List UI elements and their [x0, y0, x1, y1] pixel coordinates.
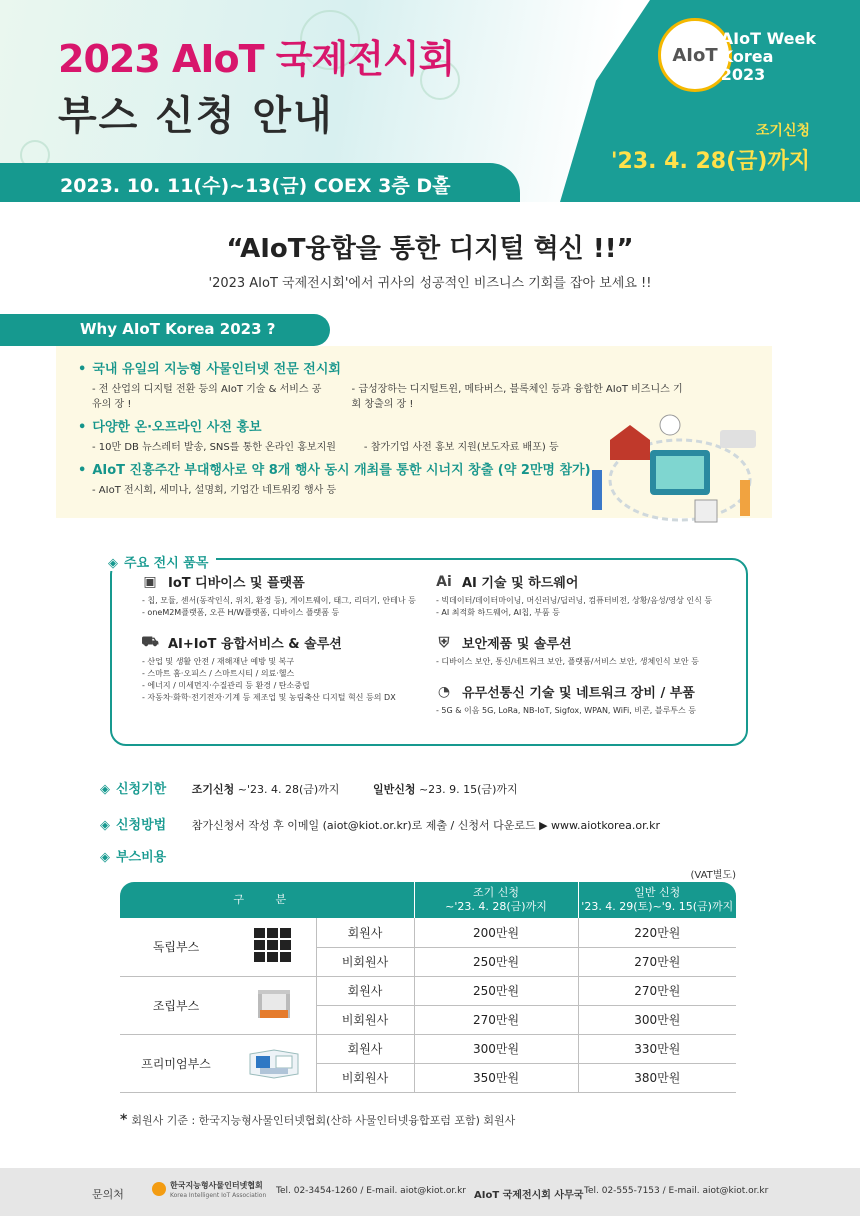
headline: “AIoT융합을 통한 디지털 혁신 !!” [226, 234, 634, 264]
header-normal-date: '23. 4. 29(토)~'9. 15(금)까지 [581, 900, 734, 913]
logo-text-line: Korea [720, 47, 774, 66]
logo-text [721, 30, 816, 84]
why-item-sub: - 참가기업 사전 홍보 지원(보도자료 배포) 등 [363, 442, 559, 453]
price-early: 200만원 [414, 918, 578, 947]
exhibits-label: ◈ 주요 전시 품목 [100, 552, 216, 571]
price-normal: 220만원 [578, 918, 736, 947]
logo-mark: AIoT [672, 44, 718, 66]
exhibit-category-name: AI 기술 및 하드웨어 [462, 576, 579, 591]
deadline-row: ◈ 신청기한 조기신청 ~'23. 4. 28(금)까지 일반신청 ~23. 9. 15(금)까지 [100, 782, 518, 797]
title-line-2: 부스 신청 안내 [58, 93, 334, 139]
ai-icon: Ai [436, 573, 452, 590]
booth-kind: 조립부스 [120, 976, 232, 1034]
car-icon: ⛟ [141, 633, 159, 650]
why-item-head: • AIoT 진흥주간 부대행사로 약 8개 행사 동시 개최를 통한 시너지 창출 (약 2만명 참가) [78, 459, 718, 478]
why-item-sub: - 급성장하는 디지털트윈, 메타버스, 블록체인 등과 융합한 AIoT 비즈니스 기회 창출의 장 ! [351, 384, 683, 410]
exhibit-desc-line: - 5G & 이음 5G, LoRa, NB-IoT, Sigfox, WPAN, WiFi, 비콘, 블루투스 등 [436, 706, 697, 715]
price-early: 350만원 [414, 1063, 578, 1092]
price-early: 250만원 [414, 947, 578, 976]
method-text[interactable]: 참가신청서 작성 후 이메일 (aiot@kiot.or.kr)로 제출 / 신청서 다운로드 ▶ www.aiotkorea.or.kr [191, 819, 660, 832]
member-note-text: 회원사 기준 : 한국지능형사물인터넷협회(산하 사물인터넷융합포럼 포함) 회원사 [131, 1114, 516, 1127]
member-type: 회원사 [316, 918, 414, 947]
deadline-normal-label: 일반신청 [372, 783, 416, 796]
exhibit-desc [436, 705, 734, 717]
shield-icon: ⛨ [438, 634, 450, 651]
member-type: 비회원사 [316, 947, 414, 976]
exhibit-category-name: IoT 디바이스 및 플랫폼 [168, 576, 305, 591]
member-type: 비회원사 [316, 1005, 414, 1034]
price-normal: 270만원 [578, 947, 736, 976]
exhibit-desc [436, 656, 734, 668]
deadline-normal: ~23. 9. 15(금)까지 [415, 783, 518, 796]
deadline-label: 신청기한 [116, 782, 167, 797]
footer-contact-2[interactable]: Tel. 02-555-7153 / E-mail. aiot@kiot.or.kr [584, 1186, 769, 1196]
header-early [414, 882, 578, 918]
price-normal: 330만원 [578, 1034, 736, 1063]
exhibit-desc-line: - 자동차·화학·전기전자·기계 등 제조업 및 농림축산 디지털 혁신 등의 DX [142, 693, 396, 702]
vat-note: (VAT별도) [690, 870, 736, 881]
deadline-early: ~'23. 4. 28(금)까지 [234, 783, 340, 796]
why-item-head: • 다양한 온·오프라인 사전 홍보 [78, 416, 718, 435]
header-early-title: 조기 신청 [472, 886, 519, 899]
fee-table-header [120, 882, 736, 918]
price-early: 270만원 [414, 1005, 578, 1034]
exhibit-category [434, 572, 734, 591]
fees-label-row: ◈ 부스비용 [100, 850, 167, 865]
shell-booth-icon [232, 976, 316, 1034]
price-early: 300만원 [414, 1034, 578, 1063]
member-type: 회원사 [316, 1034, 414, 1063]
header-normal [578, 882, 736, 918]
exhibit-desc-line: - 에너지 / 미세먼지·수질관리 등 환경 / 탄소중립 [142, 681, 310, 690]
header-normal-title: 일반 신청 [634, 886, 681, 899]
table-row [120, 976, 736, 1005]
why-item-subs [92, 380, 718, 410]
member-type: 회원사 [316, 976, 414, 1005]
exhibit-desc-line: - 산업 및 생활 안전 / 재해재난 예방 및 복구 [142, 657, 295, 666]
price-normal: 300만원 [578, 1005, 736, 1034]
smart-home-illustration-icon [590, 410, 770, 530]
wifi-icon: ◔ [437, 683, 451, 700]
exhibit-desc [142, 595, 420, 619]
title-line-1: 2023 AIoT 국제전시회 [58, 37, 455, 81]
exhibits-right-column [434, 572, 734, 731]
why-item-sub: - 전 산업의 디지털 전환 등의 AIoT 기술 & 서비스 공유의 장 ! [92, 384, 322, 410]
method-label: 신청방법 [116, 818, 167, 833]
kiot-logo-icon [152, 1182, 166, 1196]
footer-org-en: Korea Intelligent IoT Association [170, 1192, 267, 1199]
why-item-sub: - 10만 DB 뉴스레터 발송, SNS를 통한 온라인 홍보지원 [92, 442, 336, 453]
why-item-sub: - AIoT 전시회, 세미나, 설명회, 기업간 네트워킹 행사 등 [92, 485, 337, 496]
exhibit-desc-line: - 빅데이터/데이터마이닝, 머신러닝/딥러닝, 컴퓨터비전, 상황/음성/영상 인식 등 [436, 596, 713, 605]
exhibits-left-column [140, 572, 420, 718]
price-normal: 380만원 [578, 1063, 736, 1092]
footer [0, 1168, 860, 1216]
table-row [120, 918, 736, 947]
exhibit-category [140, 633, 420, 652]
method-row: ◈ 신청방법 참가신청서 작성 후 이메일 (aiot@kiot.or.kr)로 제출 / 신청서 다운로드 ▶ www.aiotkorea.or.kr [100, 818, 660, 833]
booth-kind: 프리미엄부스 [120, 1034, 232, 1092]
member-type: 비회원사 [316, 1063, 414, 1092]
fees-label: 부스비용 [116, 850, 167, 865]
exhibit-category-name: AI+IoT 융합서비스 & 솔루션 [168, 637, 342, 652]
exhibit-desc-line: - 스마트 홈·오피스 / 스마트시티 / 의료·헬스 [142, 669, 295, 678]
exhibit-category [434, 682, 734, 701]
why-title: Why AIoT Korea 2023 ? [80, 320, 276, 338]
header-banner [0, 0, 860, 202]
logo-text-line: 2023 [720, 65, 766, 84]
exhibit-category [140, 572, 420, 591]
footer-label: 문의처 [92, 1188, 124, 1201]
why-item-head: • 국내 유일의 지능형 사물인터넷 전문 전시회 [78, 358, 718, 377]
chip-icon: ▣ [143, 573, 157, 590]
exhibit-category-name: 보안제품 및 솔루션 [462, 637, 572, 652]
fee-table [120, 882, 736, 1093]
booth-kind: 독립부스 [120, 918, 232, 976]
exhibit-category [434, 633, 734, 652]
footer-contact-1[interactable]: Tel. 02-3454-1260 / E-mail. aiot@kiot.or.kr [276, 1186, 466, 1196]
exhibit-desc-line: - 칩, 모듈, 센서(동작인식, 위치, 환경 등), 게이트웨이, 태그, 리더기, 안테나 등 [142, 596, 416, 605]
raw-space-grid-icon [232, 918, 316, 976]
exhibits-label-text: 주요 전시 품목 [124, 556, 209, 571]
header-early-date: ~'23. 4. 28(금)까지 [445, 900, 547, 913]
footer-org: 한국지능형사물인터넷협회 [170, 1181, 263, 1190]
exhibit-desc-line: - AI 최적화 하드웨어, AI칩, 부품 등 [436, 608, 560, 617]
exhibit-desc [436, 595, 734, 619]
exhibit-desc-line: - oneM2M플랫폼, 오픈 H/W플랫폼, 디바이스 플랫폼 등 [142, 608, 340, 617]
price-early: 250만원 [414, 976, 578, 1005]
deadline-early-label: 조기신청 [191, 783, 235, 796]
exhibit-desc [142, 656, 420, 704]
member-note: * 회원사 기준 : 한국지능형사물인터넷협회(산하 사물인터넷융합포럼 포함) 회원사 [120, 1112, 516, 1128]
early-label: 조기신청 [755, 123, 810, 139]
price-normal: 270만원 [578, 976, 736, 1005]
table-row [120, 1034, 736, 1063]
footer-office: AIoT 국제전시회 사무국 [474, 1190, 584, 1201]
early-deadline: '23. 4. 28(금)까지 [610, 149, 810, 174]
premium-booth-icon [232, 1034, 316, 1092]
logo-text-line: AIoT Week [720, 29, 816, 48]
why-item [78, 358, 718, 410]
exhibit-category-name: 유무선통신 기술 및 네트워크 장비 / 부품 [462, 686, 695, 701]
event-date-venue: 2023. 10. 11(수)~13(금) COEX 3층 D홀 [0, 163, 520, 202]
subline: '2023 AIoT 국제전시회'에서 귀사의 성공적인 비즈니스 기회를 잡아 보세요 !! [208, 276, 652, 291]
header-category: 구 분 [120, 882, 414, 918]
exhibit-desc-line: - 디바이스 보안, 통신/네트워크 보안, 플랫폼/서비스 보안, 생체인식 보안 등 [436, 657, 699, 666]
